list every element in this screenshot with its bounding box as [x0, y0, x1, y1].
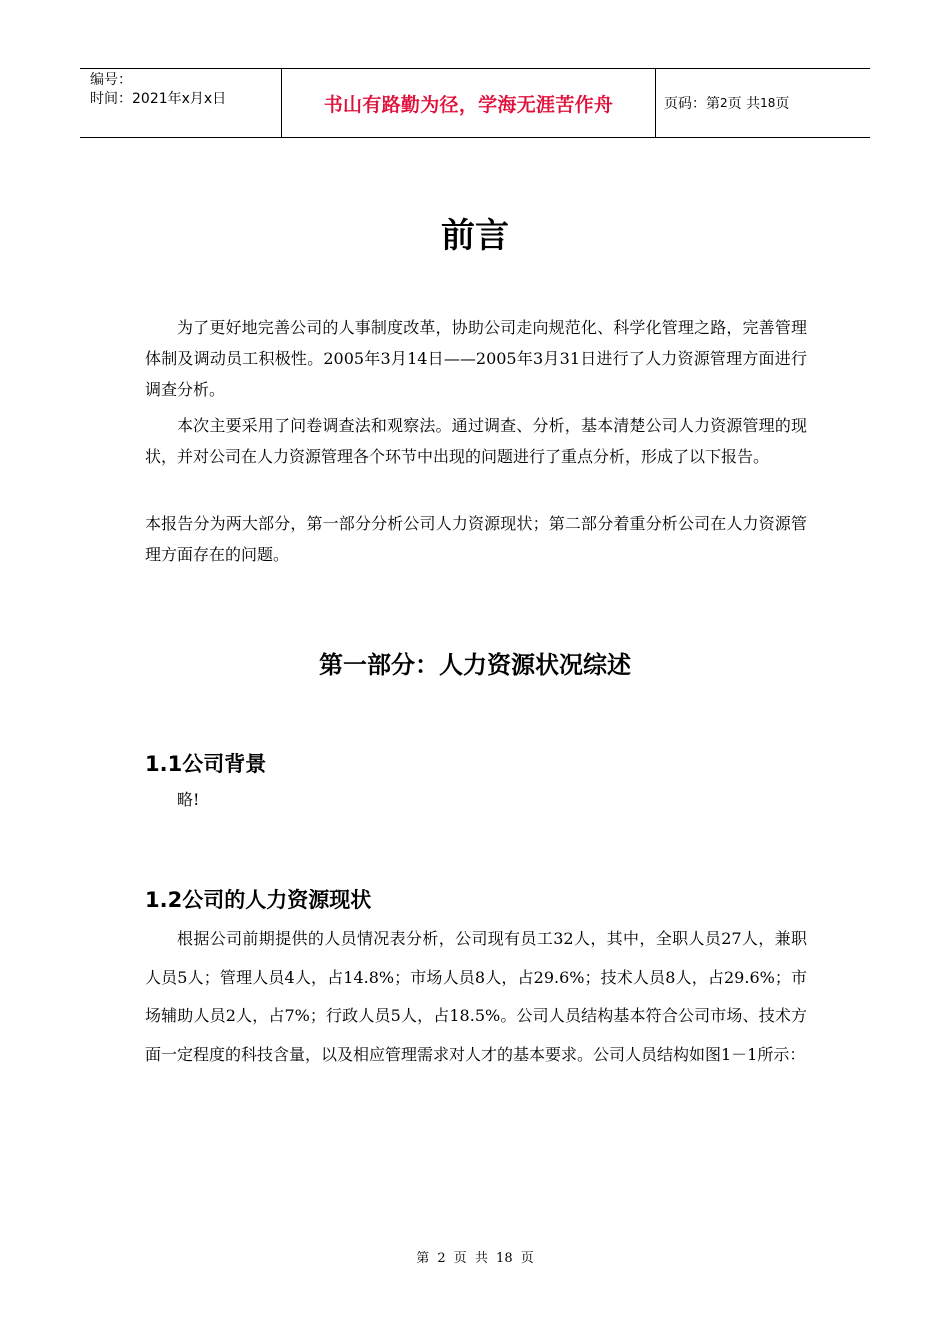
document-title: 前言 — [441, 216, 509, 256]
page-suffix: 页 — [775, 96, 790, 112]
motto: 书山有路勤为径，学海无涯苦作舟 — [323, 93, 614, 116]
page-footer: 第 2 页 共 18 页 — [416, 1251, 534, 1266]
page-mid: 页 共 — [727, 96, 761, 112]
time-label: 时间：2021年x月x日 — [90, 91, 227, 107]
header-motto-cell — [281, 69, 656, 137]
page-total: 18 — [760, 96, 776, 110]
page-number: 2 — [720, 96, 728, 110]
number-label: 编号： — [90, 72, 132, 88]
page-header — [80, 68, 870, 138]
section-1-2-body: 根据公司前期提供的人员情况表分析，公司现有员工32人，其中，全职人员27人，兼职人员5人；管理人员4人，占14.8%；市场人员8人，占29.6%；技术人员8人，占29.6%；市场辅助人员2人，占7%；行政人员5人，占18.5%。公司人员结构基本符合公司市场、技术方面一定程度的科技含量，以及相应管理需求对人才的基本要求。公司人员结构如图1－1所示： — [145, 929, 807, 1064]
section-1-1-body: 略! — [177, 790, 200, 809]
intro-paragraph-1: 为了更好地完善公司的人事制度改革，协助公司走向规范化、科学化管理之路，完善管理体制及调动员工积极性。2005年3月14日——2005年3月31日进行了人力资源管理方面进行调查分析。 — [145, 318, 807, 399]
part-title: 第一部分：人力资源状况综述 — [319, 651, 631, 679]
page-prefix: 页码：第 — [664, 96, 720, 112]
header-page-info — [656, 69, 870, 137]
header-meta — [80, 69, 280, 137]
intro-paragraph-2: 本次主要采用了问卷调查法和观察法。通过调查、分析，基本清楚公司人力资源管理的现状，并对公司在人力资源管理各个环节中出现的问题进行了重点分析，形成了以下报告。 — [145, 416, 807, 466]
intro-paragraph-3: 本报告分为两大部分，第一部分分析公司人力资源现状；第二部分着重分析公司在人力资源管理方面存在的问题。 — [145, 514, 807, 564]
section-1-2-title: 1.2公司的人力资源现状 — [145, 888, 372, 912]
section-1-1-title: 1.1公司背景 — [145, 752, 267, 776]
